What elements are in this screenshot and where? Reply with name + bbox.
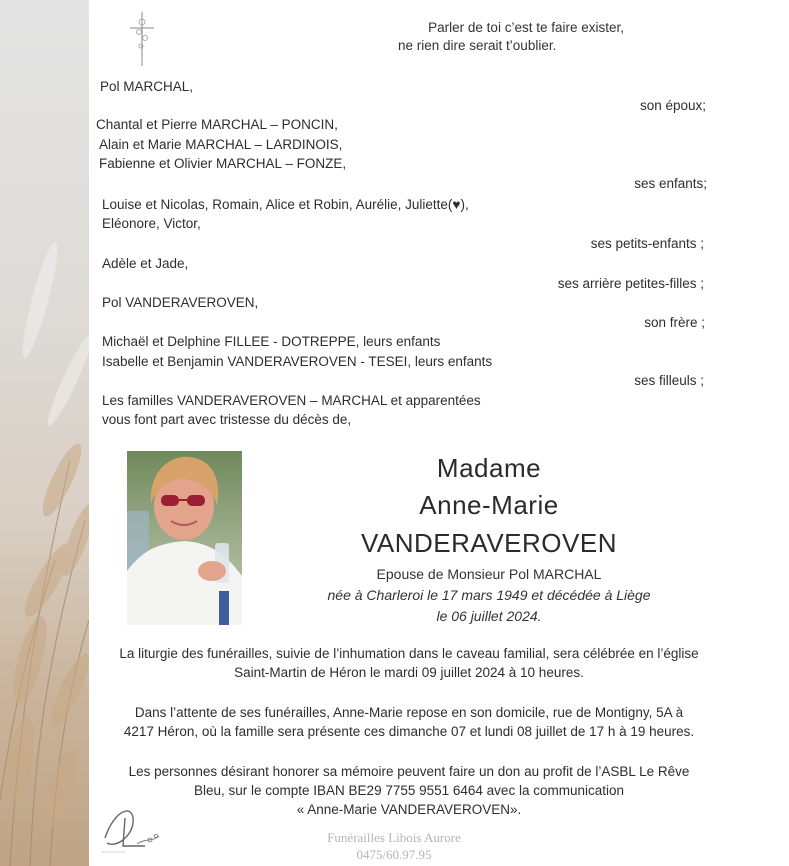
rest-paragraph xyxy=(99,703,719,741)
paragraph-line: Les personnes désirant honorer sa mémoire peuvent faire un don au profit de l’ASBL Le Rêve xyxy=(128,764,690,779)
great-grandchildren-line: Adèle et Jade, xyxy=(102,256,189,271)
great-grandchildren-role: ses arrière petites-filles ; xyxy=(557,276,704,291)
liturgy-paragraph xyxy=(99,644,719,682)
footer-phone: 0475/60.97.95 xyxy=(356,847,432,862)
decorative-pampas-sidebar xyxy=(0,0,89,866)
child-line: Alain et Marie MARCHAL – LARDINOIS, xyxy=(99,137,343,152)
grandchildren-line: Louise et Nicolas, Romain, Alice et Robin, Aurélie, Juliette(♥), xyxy=(102,197,469,212)
brother-name: Pol VANDERAVEROVEN, xyxy=(102,295,259,310)
paragraph-line: La liturgie des funérailles, suivie de l’inhumation dans le caveau familial, sera célébrée en l’église xyxy=(119,646,699,661)
footer-company: Funérailles Libois Aurore xyxy=(327,830,461,845)
paragraph-line: 4217 Héron, où la famille sera présente ces dimanche 07 et lundi 08 juillet de 17 h à 19 heures. xyxy=(123,724,695,739)
announcement-line: vous font part avec tristesse du décès de, xyxy=(102,412,352,427)
announcement-line: Les familles VANDERAVEROVEN – MARCHAL et apparentées xyxy=(102,393,481,408)
child-line: Chantal et Pierre MARCHAL – PONCIN, xyxy=(96,117,338,132)
deceased-first-name: Anne-Marie xyxy=(419,490,559,520)
funeral-home-logo-icon xyxy=(95,798,165,858)
quote-line: Parler de toi c’est te faire exister, xyxy=(428,20,624,35)
spouse-line: Epouse de Monsieur Pol MARCHAL xyxy=(376,566,602,582)
cross-icon xyxy=(127,8,157,68)
paragraph-line: « Anne-Marie VANDERAVEROVEN». xyxy=(296,802,522,817)
opening-quote xyxy=(389,19,624,55)
paragraph-line: Saint-Martin de Héron le mardi 09 juillet 2024 à 10 heures. xyxy=(234,665,584,680)
spouse-role: son époux; xyxy=(639,98,706,113)
godchild-line: Isabelle et Benjamin VANDERAVEROVEN - TESEI, leurs enfants xyxy=(102,354,493,369)
child-line: Fabienne et Olivier MARCHAL – FONZE, xyxy=(99,156,347,171)
birth-death-line: le 06 juillet 2024. xyxy=(436,608,542,624)
grandchildren-line: Eléonore, Victor, xyxy=(102,216,201,231)
portrait-photo xyxy=(127,451,242,625)
birth-death-line: née à Charleroi le 17 mars 1949 et décédée à Liège xyxy=(327,587,651,603)
deceased-title: Madame xyxy=(436,453,542,483)
funeral-notice xyxy=(89,0,789,866)
deceased-last-name: VANDERAVEROVEN xyxy=(361,528,617,558)
grandchildren-role: ses petits-enfants ; xyxy=(590,236,704,251)
quote-line: ne rien dire serait t’oublier. xyxy=(398,38,557,53)
spouse-name: Pol MARCHAL, xyxy=(100,79,194,94)
godchild-line: Michaël et Delphine FILLEE - DOTREPPE, leurs enfants xyxy=(102,334,441,349)
paragraph-line: Bleu, sur le compte IBAN BE29 7755 9551 6464 avec la communication xyxy=(193,783,624,798)
children-role: ses enfants; xyxy=(634,176,707,191)
donation-paragraph xyxy=(99,762,719,819)
brother-role: son frère ; xyxy=(644,315,705,330)
paragraph-line: Dans l’attente de ses funérailles, Anne-Marie repose en son domicile, rue de Montigny, 5A à xyxy=(134,705,684,720)
godchildren-role: ses filleuls ; xyxy=(634,373,704,388)
